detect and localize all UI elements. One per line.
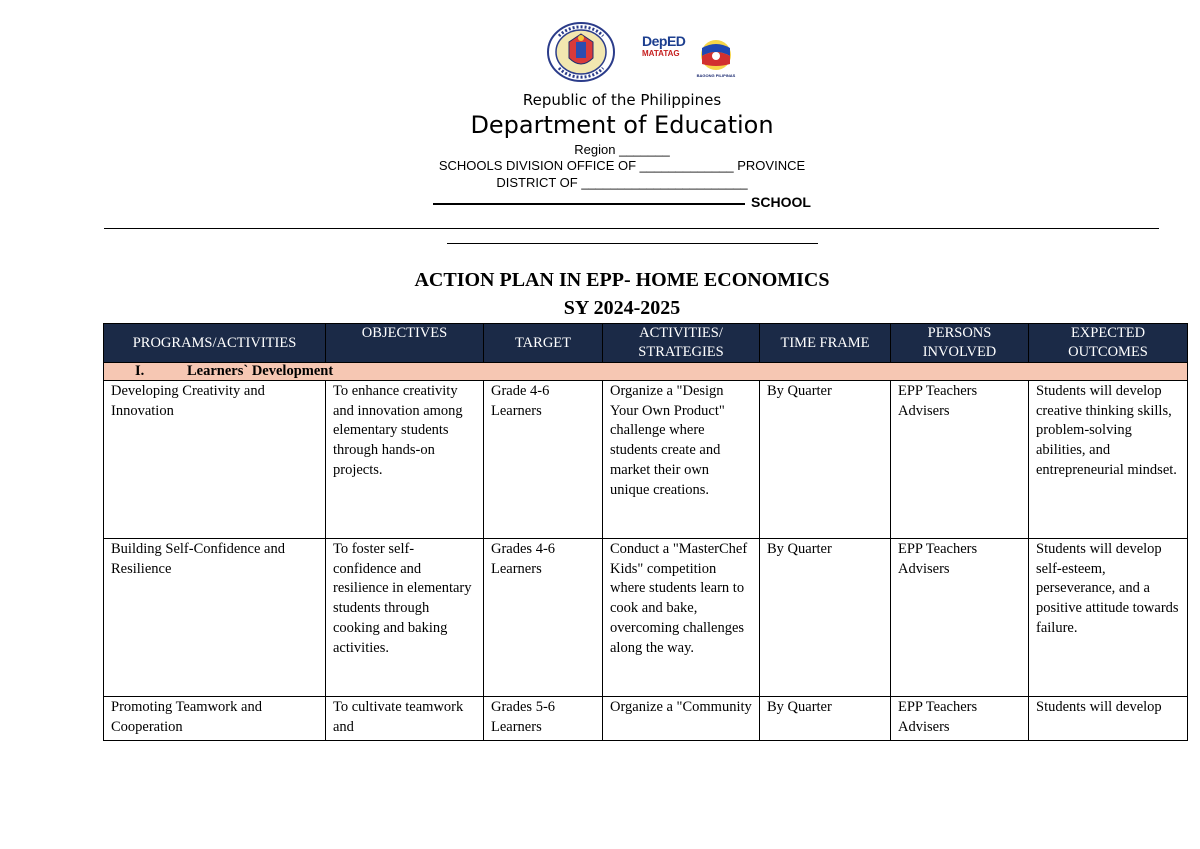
document-title: ACTION PLAN IN EPP- HOME ECONOMICS <box>414 269 830 291</box>
sdo-line: SCHOOLS DIVISION OFFICE OF _____________ PROVINCE <box>438 158 806 173</box>
section-row <box>104 363 1188 381</box>
table-row <box>104 381 1188 539</box>
deped-matatag-logo <box>642 34 690 78</box>
cell-target: Grades 4-6 Learners <box>484 539 603 697</box>
republic-line: Republic of the Philippines <box>522 91 722 109</box>
cell-time-frame: By Quarter <box>760 539 891 697</box>
cell-outcome: Students will develop creative thinking skills, problem-solving abilities, and entrepreneurial mindset. <box>1029 381 1188 539</box>
cell-persons: EPP Teachers Advisers <box>891 697 1029 741</box>
header-divider <box>104 228 1159 229</box>
col-header-programs: PROGRAMS/ACTIVITIES <box>104 324 326 363</box>
col-header-target: TARGET <box>484 324 603 363</box>
matatag-logo-text: MATATAG <box>642 49 680 58</box>
section-number: I. <box>135 363 145 379</box>
cell-program: Building Self-Confidence and Resilience <box>104 539 326 697</box>
cell-program: Promoting Teamwork and Cooperation <box>104 697 326 741</box>
school-name-blank <box>433 193 745 205</box>
department-title: Department of Education <box>470 111 774 139</box>
school-line <box>0 193 1200 211</box>
bagong-pilipinas-text: BAGONG PILIPINAS <box>696 73 736 78</box>
cell-objective: To cultivate teamwork and <box>326 697 484 741</box>
table-row <box>104 697 1188 741</box>
cell-target: Grade 4-6 Learners <box>484 381 603 539</box>
cell-time-frame: By Quarter <box>760 697 891 741</box>
section-title: Learners` Development <box>187 363 334 379</box>
cell-time-frame: By Quarter <box>760 381 891 539</box>
cell-persons: EPP Teachers Advisers <box>891 539 1029 697</box>
cell-target: Grades 5-6 Learners <box>484 697 603 741</box>
col-header-outcomes: EXPECTED OUTCOMES <box>1029 324 1188 363</box>
cell-activity: Conduct a "MasterChef Kids" competition where students learn to cook and bake, overcoming challenges along the way. <box>603 539 760 697</box>
deped-seal-icon <box>547 22 615 82</box>
col-header-activities: ACTIVITIES/ STRATEGIES <box>603 324 760 363</box>
header-subdivider <box>447 243 818 244</box>
cell-activity: Organize a "Design Your Own Product" challenge where students create and market their own unique creations. <box>603 381 760 539</box>
col-header-objectives: OBJECTIVES <box>326 324 484 363</box>
deped-logo-text: DepED <box>642 33 686 49</box>
col-header-persons: PERSONS INVOLVED <box>891 324 1029 363</box>
district-line: DISTRICT OF _______________________ <box>496 175 748 190</box>
cell-program: Developing Creativity and Innovation <box>104 381 326 539</box>
school-label: SCHOOL <box>751 194 811 210</box>
table-row <box>104 539 1188 697</box>
school-year: SY 2024-2025 <box>563 297 681 319</box>
cell-objective: To enhance creativity and innovation among elementary students through hands-on projects. <box>326 381 484 539</box>
bagong-pilipinas-logo-icon <box>696 38 736 80</box>
section-cell <box>104 363 1188 381</box>
action-plan-table <box>103 323 1188 741</box>
region-line: Region _______ <box>574 142 670 157</box>
table-header-row <box>104 324 1188 363</box>
cell-outcome: Students will develop self-esteem, perseverance, and a positive attitude towards failure. <box>1029 539 1188 697</box>
cell-activity: Organize a "Community <box>603 697 760 741</box>
col-header-time-frame: TIME FRAME <box>760 324 891 363</box>
cell-outcome: Students will develop <box>1029 697 1188 741</box>
cell-objective: To foster self-confidence and resilience in elementary students through cooking and baking activities. <box>326 539 484 697</box>
cell-persons: EPP Teachers Advisers <box>891 381 1029 539</box>
logo-group <box>545 20 745 84</box>
